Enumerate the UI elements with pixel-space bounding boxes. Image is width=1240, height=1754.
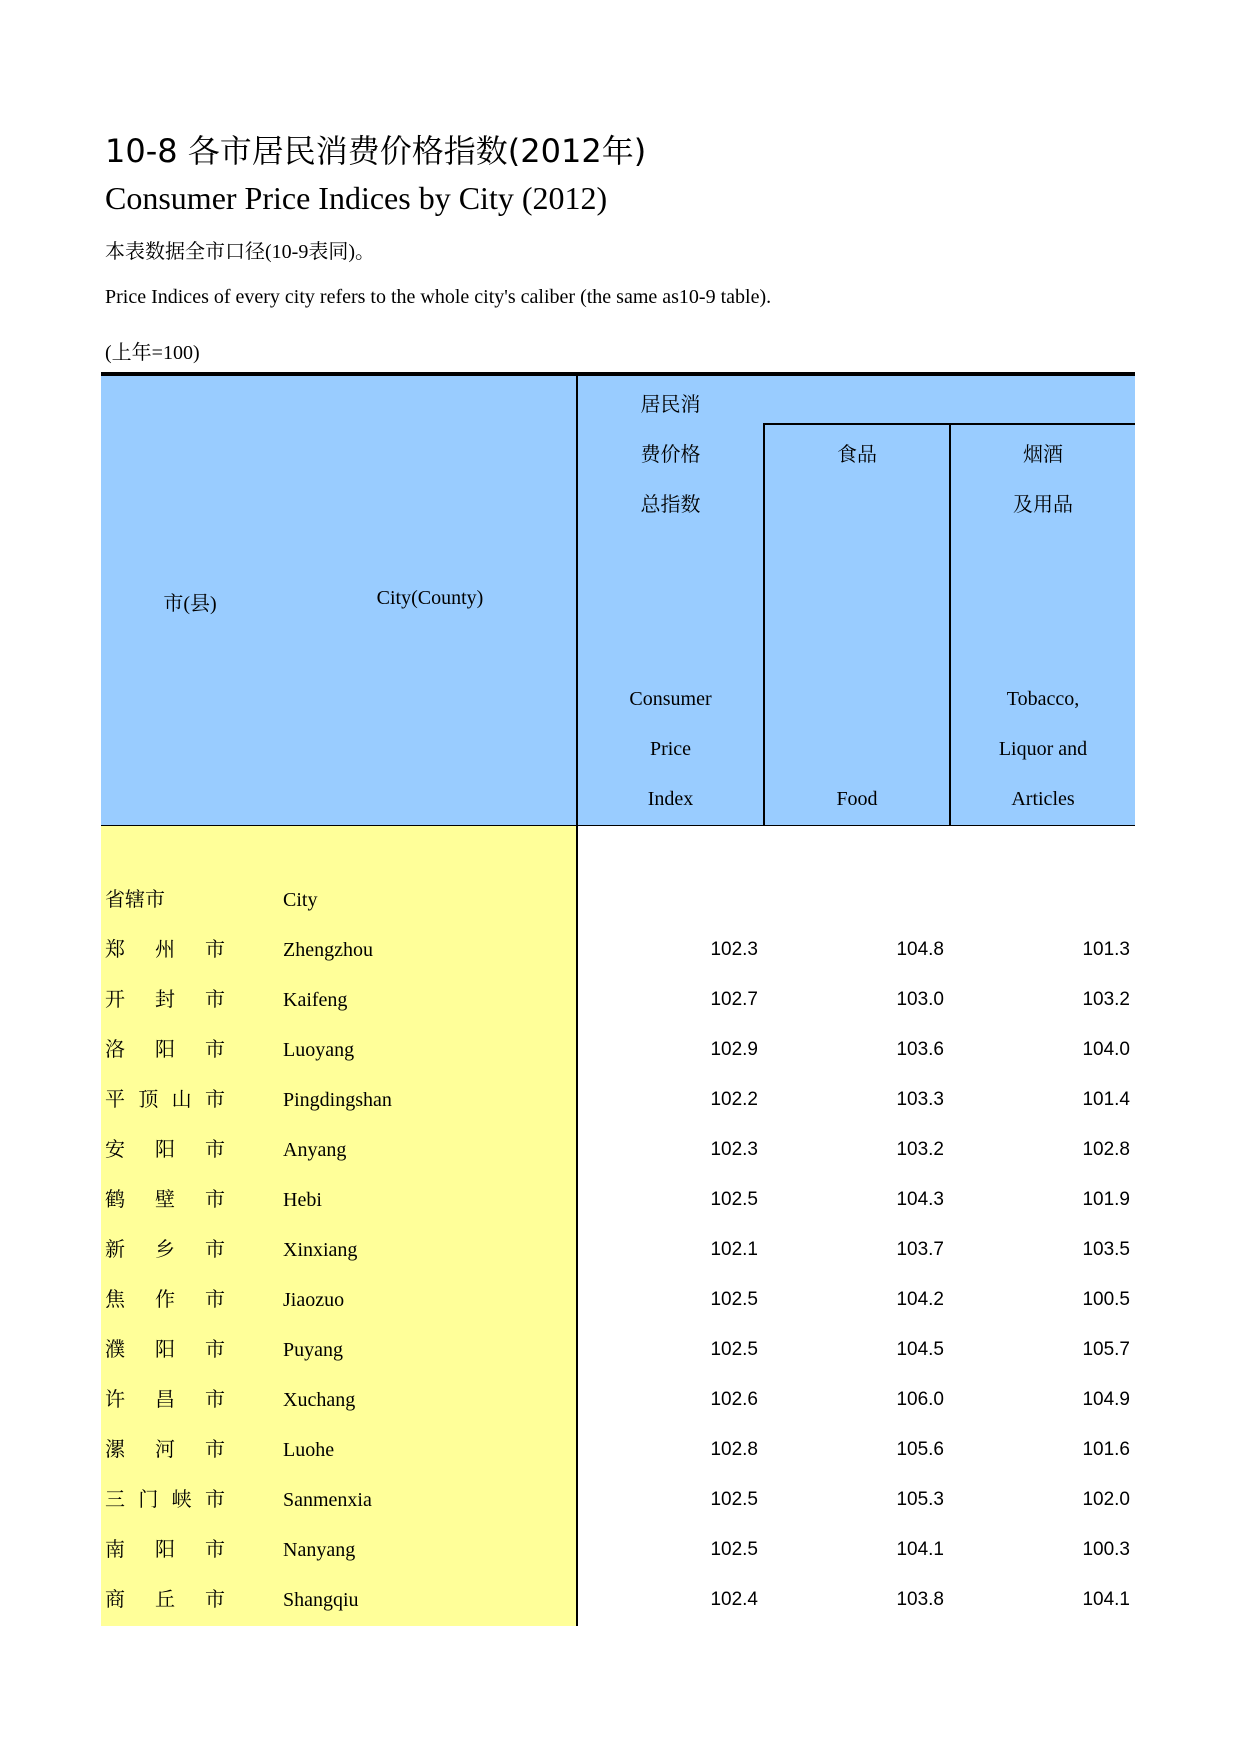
- table-row: [0, 1525, 1240, 1575]
- cpi-value: 102.5: [710, 1289, 758, 1310]
- city-name-cn: [105, 1125, 225, 1175]
- tobacco-index-value: 103.5: [1082, 1239, 1130, 1260]
- tobacco-index-value: 104.0: [1082, 1039, 1130, 1060]
- tobacco-index-value: 104.1: [1082, 1589, 1130, 1610]
- page-title-cn: 10-8 各市居民消费价格指数(2012年): [105, 132, 647, 170]
- header-col1-cn-3: 总指数: [640, 494, 701, 516]
- table-row: [0, 1375, 1240, 1425]
- city-name-cn: [105, 1375, 225, 1425]
- cpi-value: 102.5: [710, 1539, 758, 1560]
- city-name-cn-char: 河: [155, 1439, 175, 1461]
- food-index-value: 104.1: [896, 1539, 944, 1560]
- city-name-cn-char: 市: [205, 1539, 225, 1561]
- city-name-cn-char: 市: [205, 1389, 225, 1411]
- city-name-cn: [105, 975, 225, 1025]
- city-name-en: Pingdingshan: [283, 1089, 392, 1111]
- city-name-cn-char: 新: [105, 1239, 125, 1261]
- note-cn: 本表数据全市口径(10-9表同)。: [105, 241, 375, 263]
- food-index-value: 104.3: [896, 1189, 944, 1210]
- tobacco-index-value: 103.2: [1082, 989, 1130, 1010]
- header-stub-en: City(County): [376, 587, 484, 609]
- city-name-cn-char: 市: [205, 1439, 225, 1461]
- city-name-cn-char: 壁: [155, 1189, 175, 1211]
- cpi-value: 102.4: [710, 1589, 758, 1610]
- food-index-value: 105.6: [896, 1439, 944, 1460]
- city-name-cn-char: 阳: [155, 1139, 175, 1161]
- city-name-en: Xinxiang: [283, 1239, 358, 1261]
- city-name-cn-char: 鹤: [105, 1189, 125, 1211]
- city-name-cn-char: 昌: [155, 1389, 175, 1411]
- city-name-cn-char: 商: [105, 1589, 125, 1611]
- city-name-cn-char: 洛: [105, 1039, 125, 1061]
- city-name-cn-char: 市: [205, 939, 225, 961]
- city-name-cn-char: 市: [205, 1289, 225, 1311]
- city-name-cn-char: 平: [105, 1089, 125, 1111]
- city-name-cn-char: 市: [204, 1489, 225, 1511]
- city-name-cn-char: 峡: [171, 1489, 192, 1511]
- food-index-value: 103.7: [896, 1239, 944, 1260]
- cpi-value: 102.1: [710, 1239, 758, 1260]
- city-name-cn: [105, 1475, 225, 1525]
- page-title-en: Consumer Price Indices by City (2012): [105, 180, 608, 216]
- header-col1-cn-2: 费价格: [640, 444, 701, 466]
- city-name-cn-char: 焦: [105, 1289, 125, 1311]
- city-name-cn-char: 州: [155, 939, 175, 961]
- city-name-cn-char: 市: [205, 1589, 225, 1611]
- table-row: [0, 1575, 1240, 1625]
- cpi-value: 102.6: [710, 1389, 758, 1410]
- table-row: [0, 925, 1240, 975]
- city-name-en: Kaifeng: [283, 989, 348, 1011]
- city-name-cn-char: 市: [205, 1139, 225, 1161]
- food-index-value: 104.5: [896, 1339, 944, 1360]
- table-row: [0, 975, 1240, 1025]
- city-name-cn-char: 山: [171, 1089, 192, 1111]
- tobacco-index-value: 104.9: [1082, 1389, 1130, 1410]
- food-index-value: 105.3: [896, 1489, 944, 1510]
- tobacco-index-value: 100.5: [1082, 1289, 1130, 1310]
- section-label-cn: 省辖市: [105, 889, 165, 911]
- city-name-cn: [105, 1025, 225, 1075]
- tobacco-index-value: 101.6: [1082, 1439, 1130, 1460]
- city-name-cn-char: 封: [155, 989, 175, 1011]
- section-row: [0, 875, 1240, 925]
- city-name-cn: [105, 1425, 225, 1475]
- table-row: [0, 1325, 1240, 1375]
- food-index-value: 103.6: [896, 1039, 944, 1060]
- header-col3-cn-1: 烟酒: [1023, 444, 1063, 466]
- city-name-cn-char: 市: [205, 989, 225, 1011]
- section-label-en: City: [283, 889, 318, 911]
- city-name-en: Jiaozuo: [283, 1289, 345, 1311]
- city-name-cn: [105, 1275, 225, 1325]
- table-row: [0, 1025, 1240, 1075]
- city-name-cn: [105, 1575, 225, 1625]
- city-name-cn-char: 阳: [155, 1039, 175, 1061]
- header-col3-en-1: Tobacco,: [1006, 688, 1080, 710]
- header-col3-en-3: Articles: [1011, 788, 1075, 810]
- city-name-cn-char: 许: [105, 1389, 125, 1411]
- city-name-en: Nanyang: [283, 1539, 356, 1561]
- food-index-value: 103.8: [896, 1589, 944, 1610]
- table-row: [0, 1075, 1240, 1125]
- header-subgroup-rule: [763, 423, 1135, 425]
- city-name-cn-char: 市: [204, 1089, 225, 1111]
- city-name-en: Anyang: [283, 1139, 347, 1161]
- header-divider-col2: [763, 424, 765, 826]
- food-index-value: 103.3: [896, 1089, 944, 1110]
- city-name-cn-char: 市: [205, 1189, 225, 1211]
- table-row: [0, 1125, 1240, 1175]
- city-name-cn-char: 乡: [155, 1239, 175, 1261]
- city-name-en: Shangqiu: [283, 1589, 359, 1611]
- table-row: [0, 1225, 1240, 1275]
- city-name-en: Sanmenxia: [283, 1489, 372, 1511]
- city-name-cn-char: 顶: [138, 1089, 159, 1111]
- city-name-cn-char: 濮: [105, 1339, 125, 1361]
- city-name-cn: [105, 1325, 225, 1375]
- city-name-en: Luoyang: [283, 1039, 355, 1061]
- city-name-cn: [105, 1225, 225, 1275]
- cpi-value: 102.5: [710, 1489, 758, 1510]
- city-name-en: Xuchang: [283, 1389, 356, 1411]
- cpi-value: 102.2: [710, 1089, 758, 1110]
- cpi-value: 102.5: [710, 1189, 758, 1210]
- tobacco-index-value: 101.4: [1082, 1089, 1130, 1110]
- unit-note: (上年=100): [105, 342, 200, 364]
- city-name-cn-char: 丘: [155, 1589, 175, 1611]
- city-name-cn-char: 安: [105, 1139, 125, 1161]
- table-row: [0, 1425, 1240, 1475]
- food-index-value: 103.0: [896, 989, 944, 1010]
- tobacco-index-value: 102.0: [1082, 1489, 1130, 1510]
- cpi-value: 102.3: [710, 1139, 758, 1160]
- tobacco-index-value: 100.3: [1082, 1539, 1130, 1560]
- city-name-cn-char: 作: [155, 1289, 175, 1311]
- city-name-en: Puyang: [283, 1339, 343, 1361]
- header-col1-en-3: Index: [647, 788, 694, 810]
- header-col1-en-1: Consumer: [629, 688, 712, 710]
- food-index-value: 106.0: [896, 1389, 944, 1410]
- city-name-cn-char: 南: [105, 1539, 125, 1561]
- city-name-cn: [105, 1525, 225, 1575]
- header-col1-en-2: Price: [649, 738, 692, 760]
- header-col2-en: Food: [836, 788, 878, 810]
- city-name-cn: [105, 1175, 225, 1225]
- header-col3-cn-2: 及用品: [1013, 494, 1073, 516]
- city-name-cn-char: 漯: [105, 1439, 125, 1461]
- city-name-cn: [105, 925, 225, 975]
- tobacco-index-value: 101.9: [1082, 1189, 1130, 1210]
- city-name-cn-char: 门: [138, 1489, 159, 1511]
- table-row: [0, 1275, 1240, 1325]
- cpi-value: 102.8: [710, 1439, 758, 1460]
- city-name-en: Zhengzhou: [283, 939, 373, 961]
- city-name-cn-char: 郑: [105, 939, 125, 961]
- city-name-cn-char: 三: [105, 1489, 125, 1511]
- city-name-cn-char: 市: [205, 1339, 225, 1361]
- cpi-value: 102.9: [710, 1039, 758, 1060]
- note-en: Price Indices of every city refers to the whole city's caliber (the same as10-9 table).: [105, 286, 772, 308]
- city-name-cn-char: 开: [105, 989, 125, 1011]
- tobacco-index-value: 101.3: [1082, 939, 1130, 960]
- header-col1-cn-1: 居民消: [640, 394, 701, 416]
- header-divider-col3: [949, 424, 951, 826]
- header-stub-cn: 市(县): [163, 593, 217, 615]
- city-name-cn: [105, 1075, 225, 1125]
- city-name-cn-char: 市: [205, 1239, 225, 1261]
- table-row: [0, 1175, 1240, 1225]
- table-row: [0, 1475, 1240, 1525]
- tobacco-index-value: 102.8: [1082, 1139, 1130, 1160]
- city-name-cn-char: 阳: [155, 1539, 175, 1561]
- city-name-cn-char: 市: [205, 1039, 225, 1061]
- food-index-value: 104.2: [896, 1289, 944, 1310]
- city-name-en: Hebi: [283, 1189, 322, 1211]
- city-name-cn-char: 阳: [155, 1339, 175, 1361]
- cpi-value: 102.3: [710, 939, 758, 960]
- cpi-value: 102.5: [710, 1339, 758, 1360]
- food-index-value: 103.2: [896, 1139, 944, 1160]
- food-index-value: 104.8: [896, 939, 944, 960]
- header-col3-en-2: Liquor and: [998, 738, 1088, 760]
- header-col2-cn: 食品: [837, 444, 877, 466]
- city-name-en: Luohe: [283, 1439, 335, 1461]
- tobacco-index-value: 105.7: [1082, 1339, 1130, 1360]
- cpi-value: 102.7: [710, 989, 758, 1010]
